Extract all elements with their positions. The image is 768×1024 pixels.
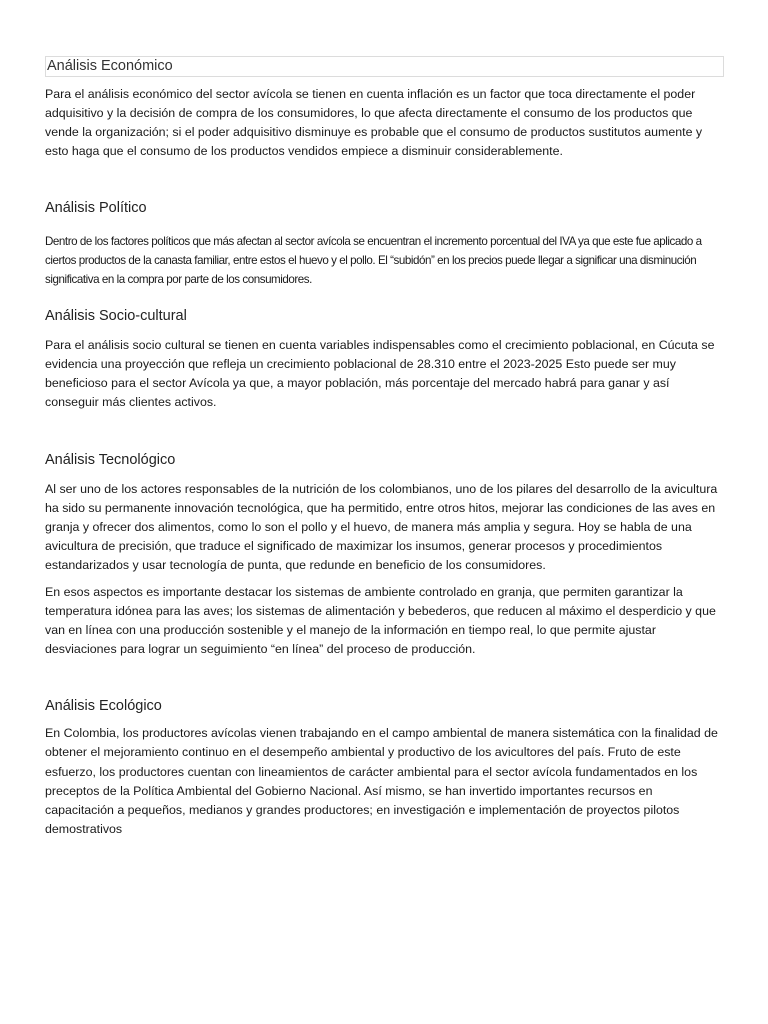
paragraph-politico: Dentro de los factores políticos que más afectan al sector avícola se encuentran el incremento porcentual del IVA ya que este fue aplicado a ciertos productos de la canasta familiar, entre estos el huevo y el pollo. El “subidón” en los precios puede llegar a significar una disminución significativa en la compra por parte de los consumidores. (45, 235, 702, 286)
heading-politico: Análisis Político (45, 200, 147, 217)
heading-ecologico: Análisis Ecológico (45, 698, 162, 715)
section-tecnologico (45, 451, 724, 660)
section-politico (45, 199, 724, 289)
paragraph-tecnologico-2: En esos aspectos es importante destacar los sistemas de ambiente controlado en granja, que permiten garantizar la temperatura idónea para las aves; los sistemas de alimentación y bebederos, que reducen al máximo el desperdicio y que van en línea con una producción sostenible y el manejo de la información en tiempo real, lo que permite ajustar desviaciones para lograr un seguimiento “en línea” del proceso de producción. (45, 585, 716, 657)
heading-tecnologico: Análisis Tecnológico (45, 451, 176, 468)
paragraph-socio-cultural: Para el análisis socio cultural se tienen en cuenta variables indispensables como el crecimiento poblacional, en Cúcuta se evidencia una proyección que refleja un crecimiento poblacional de 28.310 entre el 2023-2025 Esto puede ser muy beneficioso para el sector Avícola ya que, a mayor población, más porcentaje del mercado habrá para ganar y así conseguir más clientes activos. (45, 338, 715, 410)
heading-economico: Análisis Económico (47, 58, 173, 74)
paragraph-economico: Para el análisis económico del sector avícola se tienen en cuenta inflación es un factor que toca directamente el poder adquisitivo y la decisión de compra de los consumidores, lo que afecta directamente el consumo de los productos que vende la organización; si el poder adquisitivo disminuye es probable que el consumo de productos sustitutos aumente y esto haga que el consumo de los productos vendidos empiece a disminuir considerablemente. (45, 87, 703, 159)
section-socio-cultural (45, 307, 724, 412)
paragraph-tecnologico-1: Al ser uno de los actores responsables de la nutrición de los colombianos, uno de los pilares del desarrollo de la avicultura ha sido su permanente innovación tecnológica, que ha permitido, entre otros hitos, mejorar las condiciones de las aves en granja y ofrecer dos alimentos, como lo son el pollo y el huevo, de manera más amplia y segura. Hoy se habla de una avicultura de precisión, que traduce el significado de maximizar los insumos, generar procesos y procedimientos estandarizados y usar tecnología de punta, que redunde en beneficio de los consumidores. (45, 481, 718, 572)
paragraph-ecologico: En Colombia, los productores avícolas vienen trabajando en el campo ambiental de manera sistemática con la finalidad de obtener el mejoramiento continuo en el desempeño ambiental y productivo de los avicultores del país. Fruto de este esfuerzo, los productores cuentan con lineamientos de carácter ambiental para el sector avícola fundamentados en los preceptos de la Política Ambiental del Gobierno Nacional. Así mismo, se han invertido importantes recursos en capacitación a pequeños, medianos y grandes productores; en investigación e implementación de proyectos pilotos demostrativos (45, 726, 718, 836)
title-box (45, 56, 724, 77)
document-page (45, 56, 724, 839)
section-economico (45, 56, 724, 161)
section-ecologico (45, 697, 724, 839)
heading-socio-cultural: Análisis Socio-cultural (45, 308, 187, 325)
